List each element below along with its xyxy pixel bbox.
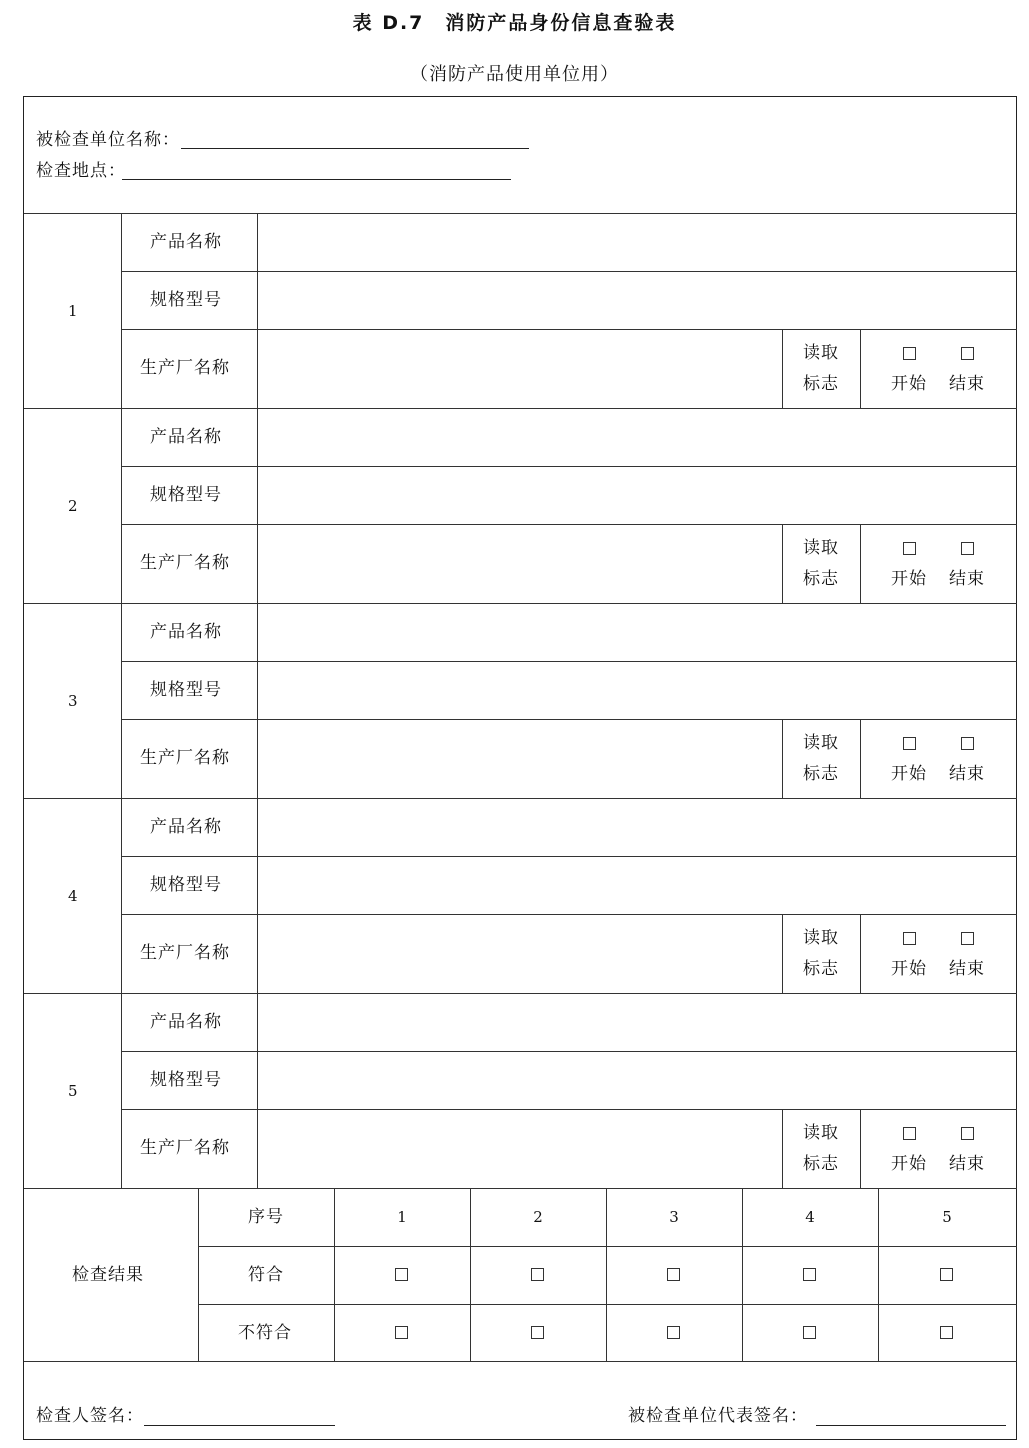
manufacturer-name-label: 生产厂名称 <box>140 1138 230 1158</box>
read-start-checkbox[interactable] <box>903 1127 916 1140</box>
results-label: 检查结果 <box>72 1265 144 1285</box>
read-end-label: 结束 <box>949 1154 985 1174</box>
row-divider <box>121 466 1017 467</box>
product-spec-label: 规格型号 <box>150 485 222 505</box>
row-divider <box>198 1246 1017 1247</box>
column-divider <box>782 524 783 603</box>
product-block-top-border <box>24 603 1017 604</box>
column-divider <box>257 408 258 603</box>
read-mark-label-line-1: 读取 <box>803 1123 839 1143</box>
product-index: 3 <box>68 692 78 710</box>
read-mark-label-line-1: 读取 <box>803 343 839 363</box>
pass-checkbox-3[interactable] <box>667 1268 680 1281</box>
product-name-label: 产品名称 <box>150 622 222 642</box>
row-divider <box>121 719 1017 720</box>
column-divider <box>198 1188 199 1362</box>
product-spec-label: 规格型号 <box>150 680 222 700</box>
column-divider <box>121 213 122 408</box>
product-index: 5 <box>68 1082 78 1100</box>
read-start-label: 开始 <box>891 764 927 784</box>
row-divider <box>121 856 1017 857</box>
pass-checkbox-2[interactable] <box>531 1268 544 1281</box>
product-name-label: 产品名称 <box>150 817 222 837</box>
product-block-top-border <box>24 798 1017 799</box>
fail-checkbox-1[interactable] <box>395 1326 408 1339</box>
row-divider <box>198 1304 1017 1305</box>
pass-checkbox-5[interactable] <box>940 1268 953 1281</box>
read-mark-label-line-2: 标志 <box>803 374 839 394</box>
seq-number: 5 <box>942 1208 952 1226</box>
read-end-label: 结束 <box>949 569 985 589</box>
column-divider <box>860 914 861 993</box>
inspection-form-table <box>23 96 1017 1440</box>
read-mark-label-line-1: 读取 <box>803 928 839 948</box>
representative-signature-field[interactable] <box>816 1425 1006 1426</box>
manufacturer-name-label: 生产厂名称 <box>140 358 230 378</box>
column-divider <box>860 719 861 798</box>
fail-checkbox-5[interactable] <box>940 1326 953 1339</box>
column-divider <box>742 1188 743 1362</box>
column-divider <box>334 1188 335 1362</box>
row-divider <box>121 329 1017 330</box>
seq-number: 4 <box>805 1208 815 1226</box>
row-divider <box>121 524 1017 525</box>
results-top-border <box>24 1188 1017 1189</box>
footer-divider <box>24 1361 1017 1362</box>
column-divider <box>606 1188 607 1362</box>
read-end-checkbox[interactable] <box>961 932 974 945</box>
column-divider <box>878 1188 879 1362</box>
product-block-top-border <box>24 993 1017 994</box>
row-divider <box>121 271 1017 272</box>
column-divider <box>257 798 258 993</box>
manufacturer-name-label: 生产厂名称 <box>140 943 230 963</box>
column-divider <box>782 719 783 798</box>
row-divider <box>121 661 1017 662</box>
read-start-label: 开始 <box>891 569 927 589</box>
row-divider <box>121 1109 1017 1110</box>
column-divider <box>470 1188 471 1362</box>
product-spec-label: 规格型号 <box>150 290 222 310</box>
read-start-checkbox[interactable] <box>903 932 916 945</box>
read-end-checkbox[interactable] <box>961 542 974 555</box>
read-mark-label-line-1: 读取 <box>803 538 839 558</box>
product-name-label: 产品名称 <box>150 427 222 447</box>
row-divider <box>121 1051 1017 1052</box>
read-end-label: 结束 <box>949 374 985 394</box>
column-divider <box>782 1109 783 1188</box>
column-divider <box>782 329 783 408</box>
column-divider <box>121 993 122 1188</box>
product-block-top-border <box>24 213 1017 214</box>
column-divider <box>257 993 258 1188</box>
column-divider <box>121 408 122 603</box>
manufacturer-name-label: 生产厂名称 <box>140 748 230 768</box>
read-start-checkbox[interactable] <box>903 347 916 360</box>
product-name-label: 产品名称 <box>150 1012 222 1032</box>
manufacturer-name-label: 生产厂名称 <box>140 553 230 573</box>
pass-checkbox-4[interactable] <box>803 1268 816 1281</box>
read-mark-label-line-2: 标志 <box>803 569 839 589</box>
column-divider <box>860 1109 861 1188</box>
fail-label: 不符合 <box>238 1323 292 1343</box>
product-index: 1 <box>68 302 78 320</box>
column-divider <box>121 603 122 798</box>
representative-signature-label: 被检查单位代表签名： <box>628 1406 808 1426</box>
product-block-top-border <box>24 408 1017 409</box>
read-start-label: 开始 <box>891 1154 927 1174</box>
read-end-label: 结束 <box>949 764 985 784</box>
unit-name-label: 被检查单位名称： <box>36 130 180 150</box>
read-end-checkbox[interactable] <box>961 1127 974 1140</box>
read-mark-label-line-1: 读取 <box>803 733 839 753</box>
read-end-checkbox[interactable] <box>961 737 974 750</box>
column-divider <box>257 213 258 408</box>
seq-label: 序号 <box>248 1207 284 1227</box>
inspector-signature-field[interactable] <box>144 1425 335 1426</box>
fail-checkbox-4[interactable] <box>803 1326 816 1339</box>
read-mark-label-line-2: 标志 <box>803 1154 839 1174</box>
product-spec-label: 规格型号 <box>150 1070 222 1090</box>
read-mark-label-line-2: 标志 <box>803 764 839 784</box>
pass-checkbox-1[interactable] <box>395 1268 408 1281</box>
unit-name-field[interactable] <box>181 148 529 149</box>
column-divider <box>121 798 122 993</box>
product-index: 4 <box>68 887 78 905</box>
read-start-checkbox[interactable] <box>903 737 916 750</box>
seq-number: 3 <box>669 1208 679 1226</box>
product-name-label: 产品名称 <box>150 232 222 252</box>
column-divider <box>860 524 861 603</box>
pass-label: 符合 <box>248 1265 284 1285</box>
read-end-checkbox[interactable] <box>961 347 974 360</box>
product-spec-label: 规格型号 <box>150 875 222 895</box>
read-start-label: 开始 <box>891 374 927 394</box>
column-divider <box>782 914 783 993</box>
fail-checkbox-3[interactable] <box>667 1326 680 1339</box>
column-divider <box>860 329 861 408</box>
read-start-checkbox[interactable] <box>903 542 916 555</box>
product-index: 2 <box>68 497 78 515</box>
form-subtitle: （消防产品使用单位用） <box>410 64 619 85</box>
form-title: 表 D.7 消防产品身份信息查验表 <box>352 12 677 34</box>
inspector-signature-label: 检查人签名： <box>36 1406 144 1426</box>
read-end-label: 结束 <box>949 959 985 979</box>
row-divider <box>121 914 1017 915</box>
read-start-label: 开始 <box>891 959 927 979</box>
inspection-location-label: 检查地点： <box>36 161 126 181</box>
fail-checkbox-2[interactable] <box>531 1326 544 1339</box>
read-mark-label-line-2: 标志 <box>803 959 839 979</box>
inspection-location-field[interactable] <box>122 179 511 180</box>
seq-number: 2 <box>533 1208 543 1226</box>
seq-number: 1 <box>397 1208 407 1226</box>
column-divider <box>257 603 258 798</box>
